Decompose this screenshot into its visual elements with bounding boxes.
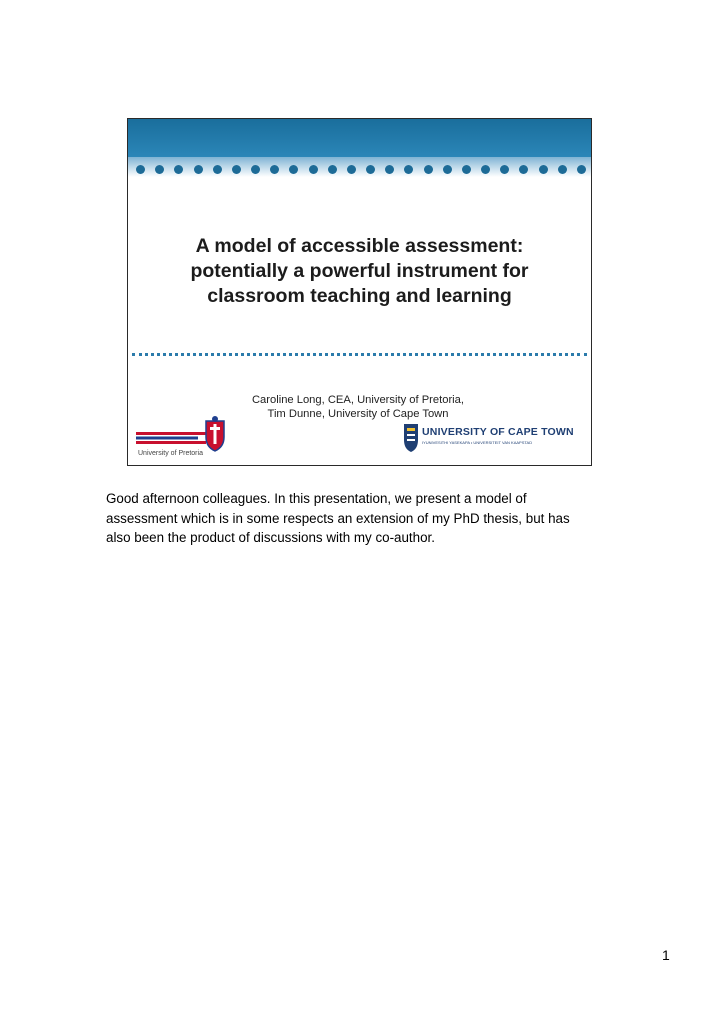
university-of-pretoria-label: University of Pretoria	[138, 450, 203, 457]
slide-dotted-divider	[132, 353, 587, 356]
notes-line: assessment which is in some respects an extension of my PhD thesis, but has	[106, 510, 570, 526]
slide-title	[148, 234, 571, 309]
decorative-dot	[519, 165, 528, 174]
decorative-dot	[481, 165, 490, 174]
decorative-dot	[309, 165, 318, 174]
speaker-notes	[106, 489, 666, 548]
decorative-dot	[577, 165, 586, 174]
slide-dot-row	[136, 163, 586, 175]
notes-line: also been the product of discussions with my co-author.	[106, 530, 435, 545]
slide-title-line: potentially a powerful instrument for	[190, 260, 529, 282]
uct-subtitle: IYUNIVESITHI YASEKAPA • UNIVERSITEIT VAN KAAPSTAD	[422, 440, 533, 445]
decorative-dot	[500, 165, 509, 174]
slide-title-line: A model of accessible assessment:	[195, 235, 524, 257]
slide-authors	[198, 393, 518, 421]
decorative-dot	[539, 165, 548, 174]
decorative-dot	[136, 165, 145, 174]
decorative-dot	[404, 165, 413, 174]
decorative-dot	[174, 165, 183, 174]
uct-name: UNIVERSITY OF CAPE TOWN	[422, 426, 574, 438]
decorative-dot	[270, 165, 279, 174]
slide-header-bar	[128, 119, 591, 157]
decorative-dot	[443, 165, 452, 174]
decorative-dot	[251, 165, 260, 174]
decorative-dot	[424, 165, 433, 174]
author-line: Tim Dunne, University of Cape Town	[267, 408, 449, 420]
decorative-dot	[213, 165, 222, 174]
decorative-dot	[155, 165, 164, 174]
author-line: Caroline Long, CEA, University of Pretoria,	[251, 394, 465, 406]
decorative-dot	[366, 165, 375, 174]
decorative-dot	[328, 165, 337, 174]
slide-thumbnail	[127, 118, 592, 466]
page-number: 1	[662, 947, 670, 963]
decorative-dot	[289, 165, 298, 174]
slide-title-line: classroom teaching and learning	[207, 285, 512, 307]
decorative-dot	[232, 165, 241, 174]
decorative-dot	[347, 165, 356, 174]
notes-line: Good afternoon colleagues. In this presentation, we present a model of	[106, 491, 527, 506]
decorative-dot	[385, 165, 394, 174]
decorative-dot	[194, 165, 203, 174]
decorative-dot	[558, 165, 567, 174]
decorative-dot	[462, 165, 471, 174]
